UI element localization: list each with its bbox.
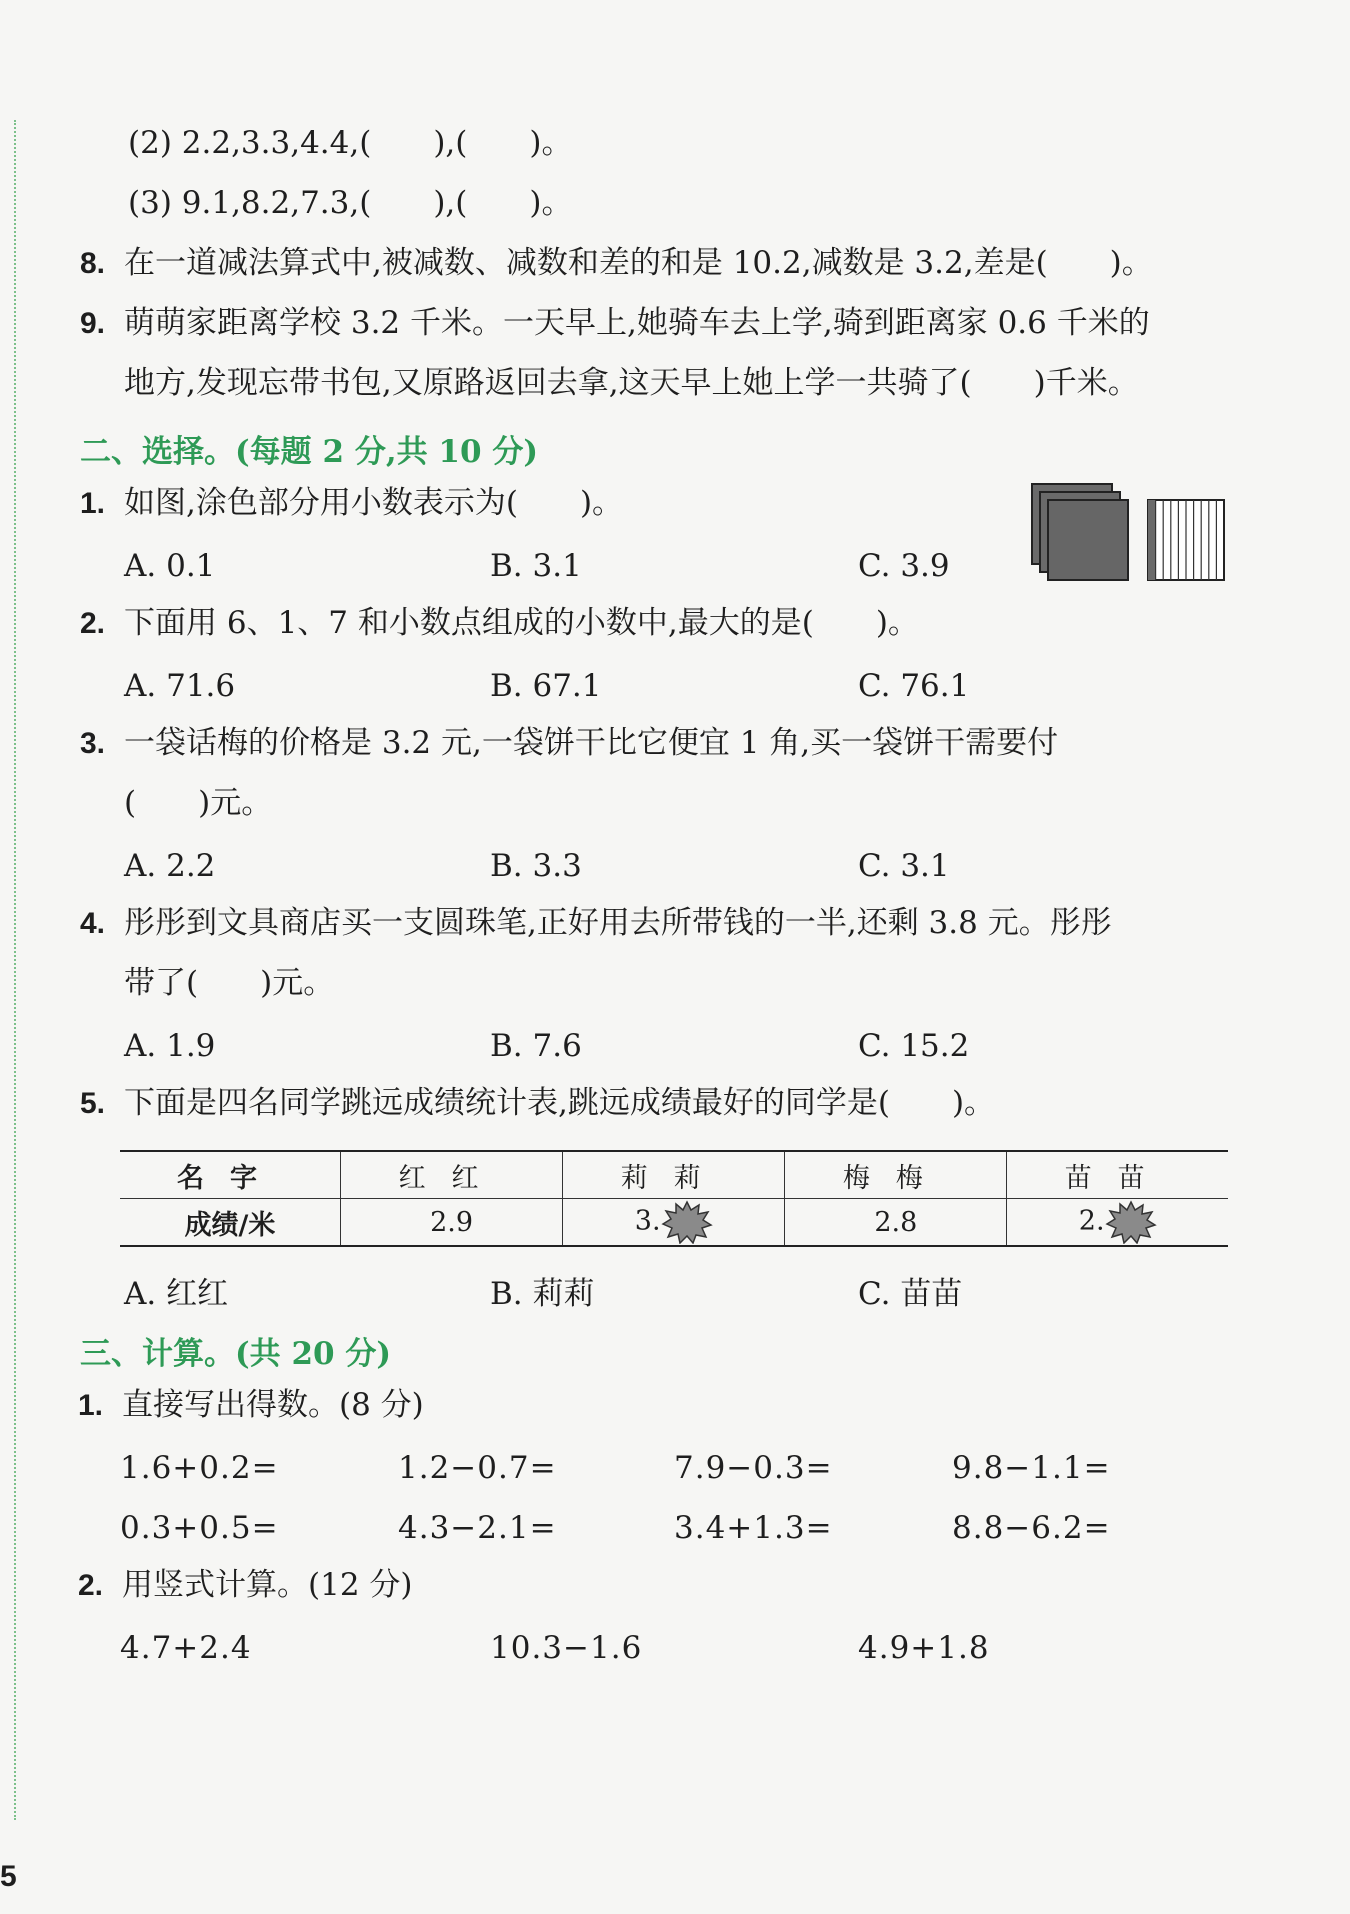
section3-title: 三、计算。(共 20 分): [80, 1336, 392, 1372]
s2-q3-option-b: B. 3.3: [490, 848, 582, 884]
table-header-student: 红红: [341, 1151, 563, 1199]
vertical-calc-item: 10.3−1.6: [490, 1630, 643, 1666]
q9-text-line2: 地方,发现忘带书包,又原路返回去拿,这天早上她上学一共骑了( )千米。: [124, 365, 1139, 401]
s2-q1: [80, 485, 624, 521]
s2-q1-option-b: B. 3.1: [490, 548, 582, 584]
s2-q5-option-c: C. 苗苗: [858, 1276, 963, 1312]
s2-q2-number: 2.: [80, 607, 106, 640]
q8-number: 8.: [80, 247, 106, 280]
s2-q5-number: 5.: [80, 1087, 106, 1120]
s3-q2: [78, 1567, 413, 1603]
s2-q5: [80, 1085, 996, 1121]
mental-calc-item: 9.8−1.1=: [952, 1450, 1111, 1486]
margin-dotted-line: [14, 120, 16, 1820]
vertical-calc-item: 4.7+2.4: [120, 1630, 252, 1666]
score-value: 2.8: [874, 1206, 918, 1238]
s3-q2-text: 用竖式计算。(12 分): [122, 1567, 413, 1603]
s3-q1-text: 直接写出得数。(8 分): [122, 1387, 424, 1423]
s2-q3-option-c: C. 3.1: [858, 848, 950, 884]
table-row-label: 成绩/米: [120, 1199, 341, 1247]
s2-q4-option-a: A. 1.9: [124, 1028, 216, 1064]
s2-q3-number: 3.: [80, 727, 106, 760]
s2-q4-option-b: B. 7.6: [490, 1028, 582, 1064]
s2-q1-text: 如图,涂色部分用小数表示为( )。: [124, 485, 624, 521]
s2-q3-option-a: A. 2.2: [124, 848, 216, 884]
page-number: 5: [0, 1860, 17, 1893]
score-value: 2.: [1078, 1205, 1105, 1237]
s2-q1-option-a: A. 0.1: [124, 548, 216, 584]
s2-q4: [80, 905, 1112, 941]
score-value: 3.: [634, 1205, 661, 1237]
s2-q2-text: 下面用 6、1、7 和小数点组成的小数中,最大的是( )。: [124, 605, 919, 641]
s2-q2-option-a: A. 71.6: [124, 668, 236, 704]
mental-calc-item: 7.9−0.3=: [674, 1450, 833, 1486]
s3-q2-number: 2.: [78, 1569, 104, 1602]
table-row: [120, 1199, 1228, 1247]
s2-q5-option-b: B. 莉莉: [490, 1276, 595, 1312]
table-header-student: 梅梅: [785, 1151, 1007, 1199]
s2-q4-text-line1: 彤彤到文具商店买一支圆珠笔,正好用去所带钱的一半,还剩 3.8 元。彤彤: [124, 905, 1112, 941]
s2-q4-number: 4.: [80, 907, 106, 940]
s2-q3: [80, 725, 1059, 761]
s2-q2: [80, 605, 919, 641]
s2-q2-option-c: C. 76.1: [858, 668, 970, 704]
vertical-calc-item: 4.9+1.8: [858, 1630, 990, 1666]
section2-title: 二、选择。(每题 2 分,共 10 分): [80, 434, 539, 470]
q9-text-line1: 萌萌家距离学校 3.2 千米。一天早上,她骑车去上学,骑到距离家 0.6 千米的: [124, 305, 1150, 341]
s2-q3-text-line2: ( )元。: [124, 785, 273, 821]
partial-square-strips: [1148, 500, 1224, 580]
score-value: 2.9: [430, 1206, 474, 1238]
mental-calc-item: 8.8−6.2=: [952, 1510, 1111, 1546]
s3-q1: [78, 1387, 424, 1423]
s2-q5-text: 下面是四名同学跳远成绩统计表,跳远成绩最好的同学是( )。: [124, 1085, 996, 1121]
ink-blot-icon: [661, 1200, 713, 1244]
mental-calc-item: 1.2−0.7=: [398, 1450, 557, 1486]
s2-q3-text-line1: 一袋话梅的价格是 3.2 元,一袋饼干比它便宜 1 角,买一袋饼干需要付: [124, 725, 1059, 761]
s2-q1-number: 1.: [80, 487, 106, 520]
s2-q4-option-c: C. 15.2: [858, 1028, 970, 1064]
decimal-squares-figure: [1030, 482, 1230, 592]
table-cell-score: [563, 1199, 785, 1247]
mental-calc-item: 1.6+0.2=: [120, 1450, 279, 1486]
ink-blot-icon: [1105, 1200, 1157, 1244]
table-header-student: 苗苗: [1007, 1151, 1228, 1199]
s2-q4-text-line2: 带了( )元。: [124, 965, 335, 1001]
table-header-student: 莉莉: [563, 1151, 785, 1199]
q9: [80, 305, 1150, 341]
mental-calc-item: 0.3+0.5=: [120, 1510, 279, 1546]
table-header-name: 名字: [120, 1151, 341, 1199]
q8: [80, 245, 1153, 281]
table-header-row: [120, 1151, 1228, 1199]
mental-calc-item: 3.4+1.3=: [674, 1510, 833, 1546]
s2-q2-option-b: B. 67.1: [490, 668, 602, 704]
table-cell-score: [785, 1199, 1007, 1247]
s2-q1-option-c: C. 3.9: [858, 548, 950, 584]
mental-calc-item: 4.3−2.1=: [398, 1510, 557, 1546]
table-cell-score: [341, 1199, 563, 1247]
q8-text: 在一道减法算式中,被减数、减数和差的和是 10.2,减数是 3.2,差是( )。: [124, 245, 1153, 281]
table-cell-score: [1007, 1199, 1228, 1247]
s3-q1-number: 1.: [78, 1389, 104, 1422]
s2-q5-option-a: A. 红红: [124, 1276, 229, 1312]
q7-part2: (2) 2.2,3.3,4.4,( ),( )。: [128, 125, 573, 161]
q7-part3: (3) 9.1,8.2,7.3,( ),( )。: [128, 185, 573, 221]
q9-number: 9.: [80, 307, 106, 340]
long-jump-score-table: [120, 1150, 1228, 1247]
